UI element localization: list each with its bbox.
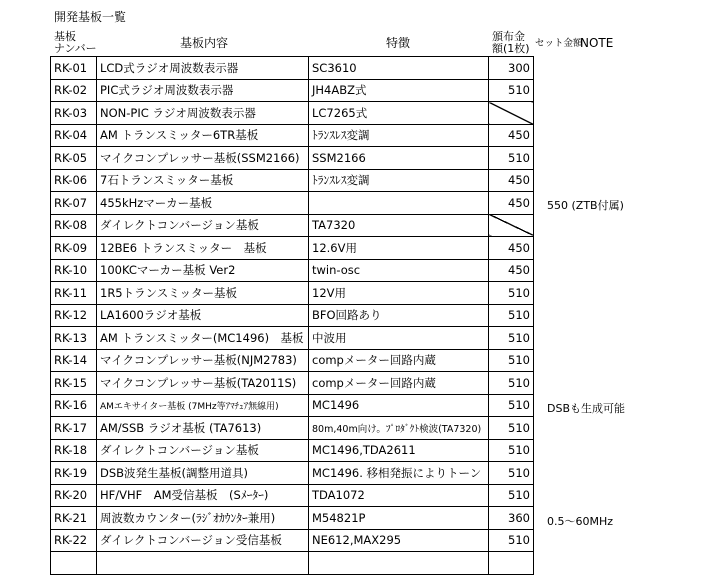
table-row (51, 214, 534, 237)
cell-code: RK-19 (51, 462, 97, 485)
cell-price: 450 (489, 169, 534, 192)
cell-code: RK-04 (51, 124, 97, 147)
cell-code: RK-13 (51, 327, 97, 350)
cell-feature: SC3610 (309, 57, 489, 80)
cell-name: AMエキサイター基板 (7MHz等ｱﾏﾁｭｱ無線用) (97, 394, 309, 417)
cell-feature: MC1496 (309, 394, 489, 417)
table-row (51, 372, 534, 395)
cell-name: マイクコンプレッサー基板(NJM2783) (97, 349, 309, 372)
cell-code: RK-15 (51, 372, 97, 395)
table-row (51, 552, 534, 575)
cell-price: 510 (489, 304, 534, 327)
cell-code: RK-12 (51, 304, 97, 327)
table-row (51, 169, 534, 192)
table-row (51, 79, 534, 102)
table-row (51, 102, 534, 125)
cell-feature: MC1496,TDA2611 (309, 439, 489, 462)
cell-price: 450 (489, 192, 534, 215)
table-row (51, 304, 534, 327)
cell-name: 7石トランスミッター基板 (97, 169, 309, 192)
header-name: 基板内容 (180, 36, 229, 50)
cell-feature: ﾄﾗﾝｽﾚｽ変調 (309, 169, 489, 192)
note-text: 550 (ZTB付属) (547, 198, 624, 212)
cell-feature: TDA1072 (309, 484, 489, 507)
table-row (51, 57, 534, 80)
cell-code: RK-18 (51, 439, 97, 462)
cell-name: ダイレクトコンバージョン基板 (97, 439, 309, 462)
table-row (51, 529, 534, 552)
cell-price: 510 (489, 484, 534, 507)
cell-name: AM/SSB ラジオ基板 (TA7613) (97, 417, 309, 440)
cell-feature: ﾄﾗﾝｽﾚｽ変調 (309, 124, 489, 147)
cell-feature: JH4ABZ式 (309, 79, 489, 102)
cell-feature: compメーター回路内蔵 (309, 349, 489, 372)
cell-name: LCD式ラジオ周波数表示器 (97, 57, 309, 80)
table-row (51, 484, 534, 507)
cell-name: 周波数カウンター(ﾗｼﾞｵｶｳﾝﾀｰ兼用) (97, 507, 309, 530)
table-row (51, 259, 534, 282)
cell-name (97, 552, 309, 575)
cell-feature: NE612,MAX295 (309, 529, 489, 552)
cell-feature: MC1496. 移相発振によりトーン (309, 462, 489, 485)
header-note: NOTE (580, 36, 614, 50)
cell-code: RK-06 (51, 169, 97, 192)
note-text: 0.5～60MHz (547, 515, 614, 528)
cell-price (489, 214, 534, 237)
table-row (51, 192, 534, 215)
table-row (51, 147, 534, 170)
cell-name: AM トランスミッター(MC1496) 基板 (97, 327, 309, 350)
cell-price: 510 (489, 282, 534, 305)
table-row (51, 417, 534, 440)
cell-price: 450 (489, 237, 534, 260)
header-feature: 特徴 (386, 36, 411, 50)
cell-price: 510 (489, 462, 534, 485)
cell-code: RK-11 (51, 282, 97, 305)
cell-price: 510 (489, 372, 534, 395)
cell-feature: M54821P (309, 507, 489, 530)
cell-price: 360 (489, 507, 534, 530)
cell-code: RK-07 (51, 192, 97, 215)
board-table-body (51, 57, 534, 575)
cell-name: マイクコンプレッサー基板(SSM2166) (97, 147, 309, 170)
cell-code: RK-20 (51, 484, 97, 507)
cell-price: 510 (489, 394, 534, 417)
cell-name: NON-PIC ラジオ周波数表示器 (97, 102, 309, 125)
cell-name: 455kHzマーカー基板 (97, 192, 309, 215)
table-row (51, 349, 534, 372)
header-price-line1: 頒布金 (492, 30, 525, 43)
cell-code: RK-01 (51, 57, 97, 80)
cell-price: 450 (489, 124, 534, 147)
cell-price: 510 (489, 147, 534, 170)
cell-feature: LC7265式 (309, 102, 489, 125)
cell-code: RK-03 (51, 102, 97, 125)
header-code-line2: ナンバー (54, 42, 97, 55)
table-row (51, 439, 534, 462)
sheet-title: 開発基板一覧 (54, 10, 127, 24)
cell-price: 510 (489, 439, 534, 462)
cell-price: 510 (489, 79, 534, 102)
cell-code (51, 552, 97, 575)
cell-code: RK-10 (51, 259, 97, 282)
table-row (51, 124, 534, 147)
cell-name: DSB波発生基板(調整用道具) (97, 462, 309, 485)
table-row (51, 394, 534, 417)
cell-code: RK-22 (51, 529, 97, 552)
board-table (50, 56, 534, 575)
cell-code: RK-08 (51, 214, 97, 237)
cell-name: マイクコンプレッサー基板(TA2011S) (97, 372, 309, 395)
cell-code: RK-16 (51, 394, 97, 417)
cell-code: RK-17 (51, 417, 97, 440)
cell-feature: 中波用 (309, 327, 489, 350)
cell-price: 510 (489, 349, 534, 372)
cell-feature (309, 552, 489, 575)
cell-feature: TA7320 (309, 214, 489, 237)
note-text: DSBも生成可能 (547, 402, 625, 415)
cell-name: ダイレクトコンバージョン受信基板 (97, 529, 309, 552)
cell-name: PIC式ラジオ周波数表示器 (97, 79, 309, 102)
header-code-line1: 基板 (54, 30, 76, 43)
cell-name: HF/VHF AM受信基板 (Sﾒｰﾀｰ) (97, 484, 309, 507)
cell-name: 1R5トランスミッター基板 (97, 282, 309, 305)
table-row (51, 507, 534, 530)
header-price-line2: 額(1枚) (492, 42, 530, 55)
table-row (51, 282, 534, 305)
cell-name: 12BE6 トランスミッター 基板 (97, 237, 309, 260)
cell-name: 100KCマーカー基板 Ver2 (97, 259, 309, 282)
header-set-price: セット金額 (535, 38, 583, 49)
table-row (51, 327, 534, 350)
cell-feature: BFO回路あり (309, 304, 489, 327)
cell-name: ダイレクトコンバージョン基板 (97, 214, 309, 237)
cell-price: 510 (489, 327, 534, 350)
cell-feature: SSM2166 (309, 147, 489, 170)
header-price (492, 31, 530, 55)
cell-price: 450 (489, 259, 534, 282)
cell-name: AM トランスミッター6TR基板 (97, 124, 309, 147)
cell-feature: compメーター回路内蔵 (309, 372, 489, 395)
cell-code: RK-21 (51, 507, 97, 530)
cell-feature (309, 192, 489, 215)
cell-price (489, 552, 534, 575)
cell-feature: 12.6V用 (309, 237, 489, 260)
cell-price: 300 (489, 57, 534, 80)
cell-feature: 12V用 (309, 282, 489, 305)
cell-code: RK-02 (51, 79, 97, 102)
table-row (51, 237, 534, 260)
cell-price: 510 (489, 417, 534, 440)
cell-name: LA1600ラジオ基板 (97, 304, 309, 327)
cell-feature: twin-osc (309, 259, 489, 282)
cell-feature: 80m,40m向け。ﾌﾟﾛﾀﾞｸﾄ検波(TA7320) (309, 417, 489, 440)
cell-code: RK-05 (51, 147, 97, 170)
cell-code: RK-14 (51, 349, 97, 372)
cell-price (489, 102, 534, 125)
header-code (54, 31, 97, 55)
table-row (51, 462, 534, 485)
cell-code: RK-09 (51, 237, 97, 260)
cell-price: 510 (489, 529, 534, 552)
